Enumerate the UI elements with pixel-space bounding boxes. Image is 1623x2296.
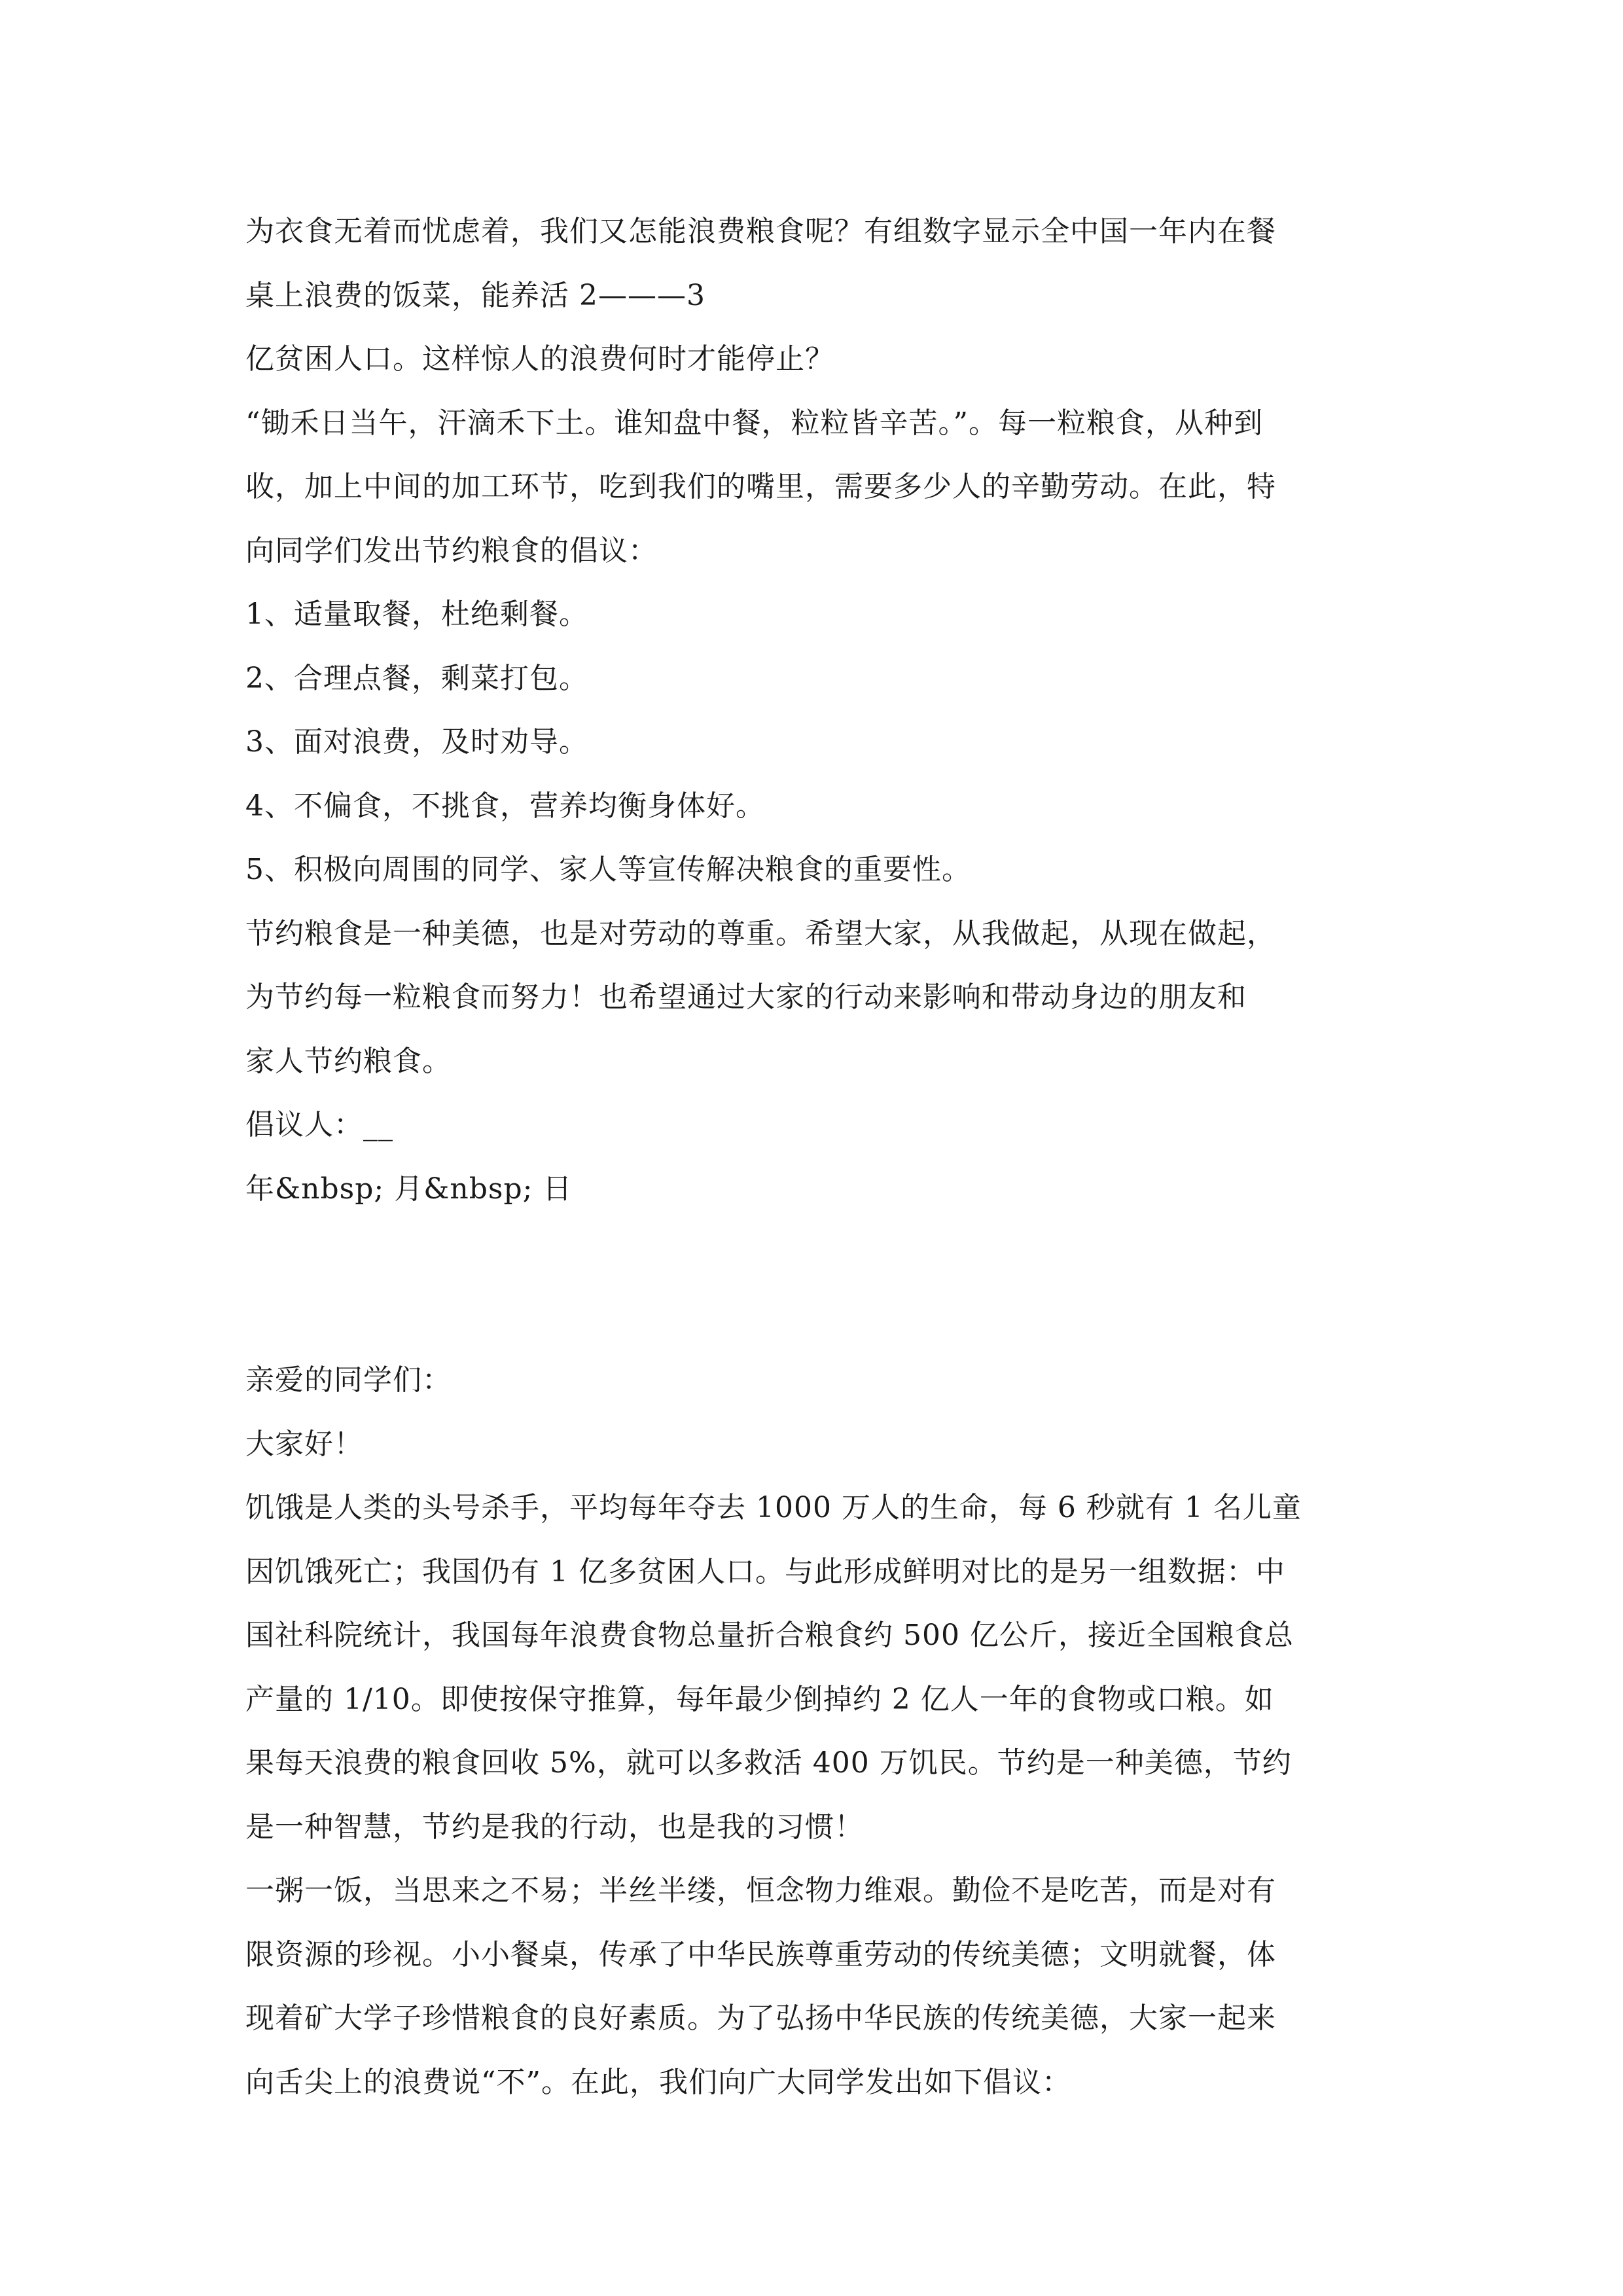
- paragraph-line: 因饥饿死亡；我国仍有 1 亿多贫困人口。与此形成鲜明对比的是另一组数据：中: [245, 1554, 1285, 1588]
- paragraph-line: 是一种智慧，节约是我的行动，也是我的习惯！: [245, 1810, 864, 1844]
- paragraph-line: 国社科院统计，我国每年浪费食物总量折合粮食约 500 亿公斤，接近全国粮食总: [245, 1619, 1294, 1652]
- paragraph-line: 现着矿大学子珍惜粮食的良好素质。为了弘扬中华民族的传统美德，大家一起来: [245, 2001, 1276, 2035]
- paragraph-line: 限资源的珍视。小小餐桌，传承了中华民族尊重劳动的传统美德；文明就餐，体: [245, 1937, 1276, 1971]
- paragraph-line: 向同学们发出节约粮食的倡议：: [245, 533, 658, 567]
- poem-quote-line: “锄禾日当午，汗滴禾下土。谁知盘中餐，粒粒皆辛苦。”。每一粒粮食，从种到: [245, 406, 1263, 440]
- paragraph-line: 为节约每一粒粮食而努力！也希望通过大家的行动来影响和带动身边的朋友和: [245, 980, 1247, 1014]
- paragraph-line: 节约粮食是一种美德，也是对劳动的尊重。希望大家，从我做起，从现在做起，: [245, 916, 1276, 950]
- proposal-item-1: 1、适量取餐，杜绝剩餐。: [245, 598, 588, 631]
- paragraph-line: 为衣食无着而忧虑着，我们又怎能浪费粮食呢？有组数字显示全中国一年内在餐: [245, 215, 1276, 248]
- paragraph-line: 产量的 1/10。即使按保守推算，每年最少倒掉约 2 亿人一年的食物或口粮。如: [245, 1682, 1274, 1716]
- greeting: 大家好！: [245, 1427, 363, 1461]
- paragraph-line: 家人节约粮食。: [245, 1044, 452, 1078]
- signatory-line: 倡议人：__: [245, 1108, 393, 1141]
- proposal-item-3: 3、面对浪费，及时劝导。: [245, 725, 588, 759]
- paragraph-line: 一粥一饭，当思来之不易；半丝半缕，恒念物力维艰。勤俭不是吃苦，而是对有: [245, 1874, 1276, 1907]
- paragraph-line: 饥饿是人类的头号杀手，平均每年夺去 1000 万人的生命，每 6 秒就有 1 名儿童: [245, 1491, 1302, 1524]
- section-spacer: [245, 1221, 1397, 1348]
- date-line: 年&nbsp; 月&nbsp; 日: [245, 1172, 573, 1206]
- paragraph-line: 亿贫困人口。这样惊人的浪费何时才能停止？: [245, 342, 834, 376]
- paragraph-line: 果每天浪费的粮食回收 5%，就可以多救活 400 万饥民。节约是一种美德，节约: [245, 1746, 1292, 1780]
- proposal-item-4: 4、不偏食，不挑食，营养均衡身体好。: [245, 789, 765, 823]
- proposal-item-5: 5、积极向周围的同学、家人等宣传解决粮食的重要性。: [245, 853, 971, 886]
- proposal-item-2: 2、合理点餐，剩菜打包。: [245, 661, 588, 695]
- paragraph-line: 向舌尖上的浪费说“不”。在此，我们向广大同学发出如下倡议：: [245, 2065, 1071, 2099]
- paragraph-line: 收，加上中间的加工环节，吃到我们的嘴里，需要多少人的辛勤劳动。在此，特: [245, 470, 1276, 503]
- salutation: 亲爱的同学们：: [245, 1363, 452, 1397]
- document-body: [245, 200, 1397, 2114]
- paragraph-line: 桌上浪费的饭菜，能养活 2———3: [245, 278, 705, 312]
